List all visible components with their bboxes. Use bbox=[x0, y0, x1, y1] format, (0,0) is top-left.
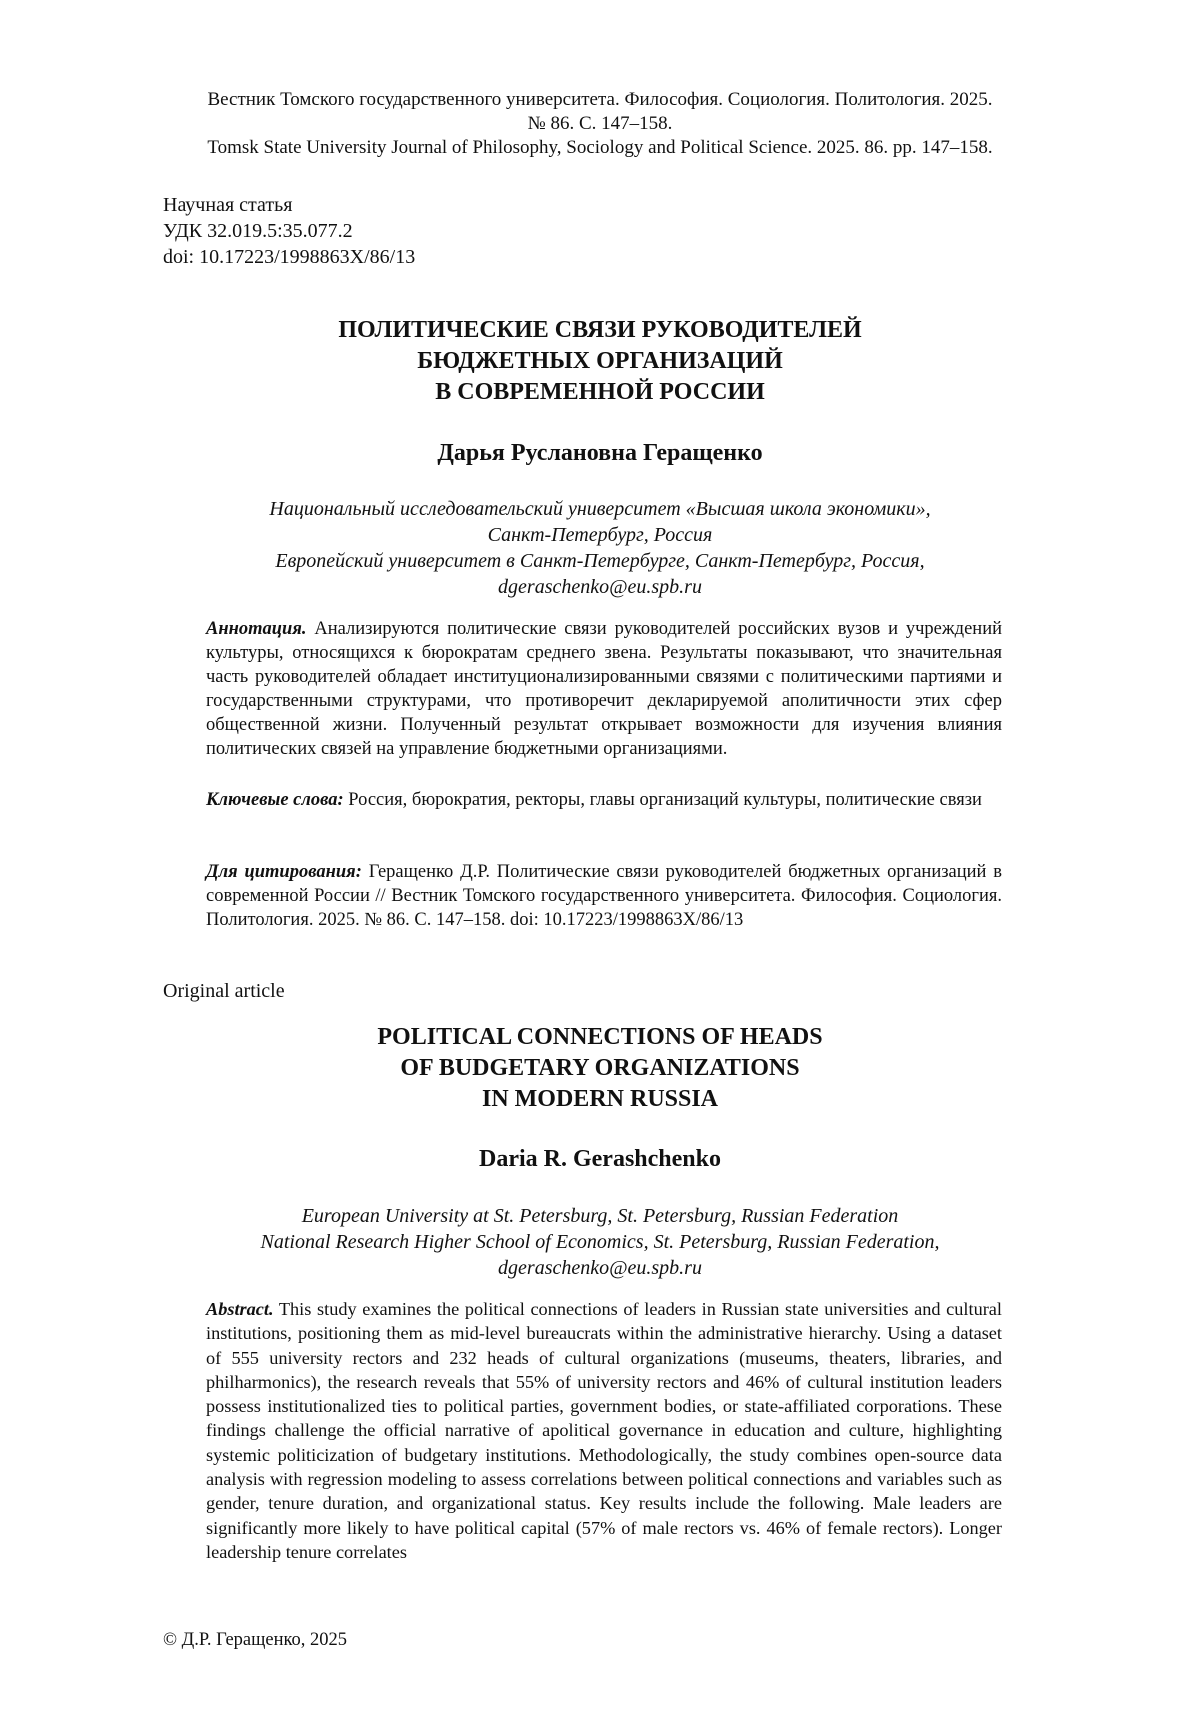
author-en: Daria R. Gerashchenko bbox=[479, 1146, 721, 1172]
title-ru-line-2: БЮДЖЕТНЫХ ОРГАНИЗАЦИЙ bbox=[417, 348, 783, 374]
citation-label: Для цитирования: bbox=[206, 862, 362, 882]
journal-header-line-2: № 86. С. 147–158. bbox=[527, 113, 673, 134]
title-ru-line-3: В СОВРЕМЕННОЙ РОССИИ bbox=[435, 379, 765, 405]
annotation-label: Аннотация. bbox=[206, 619, 307, 639]
affiliation-en bbox=[160, 1203, 1040, 1281]
affiliation-en-line-1: European University at St. Petersburg, St. Petersburg, Russian Federation bbox=[301, 1205, 899, 1227]
article-meta bbox=[163, 192, 415, 270]
article-type-en: Original article bbox=[163, 980, 285, 1002]
copyright: © Д.Р. Геращенко, 2025 bbox=[163, 1630, 348, 1650]
email-en: dgeraschenko@eu.spb.ru bbox=[498, 1257, 702, 1279]
doi: doi: 10.17223/1998863X/86/13 bbox=[163, 246, 416, 268]
journal-header-line-3: Tomsk State University Journal of Philosophy, Sociology and Political Science. 2025. 86. pp. 147–158. bbox=[207, 137, 993, 158]
affiliation-ru-line-2: Санкт-Петербург, Россия bbox=[487, 524, 713, 546]
abstract-text: This study examines the political connections of leaders in Russian state universities and cultural institutions, positioning them as mid-level bureaucrats within the administrative hierarchy. Using a dataset of 555 university rectors and 232 heads of cultural organizations (museums, theaters, libraries, and philharmonics), the research reveals that 55% of university rectors and 46% of cultural institution leaders possess institutionalized ties to political parties, government bodies, or state-affiliated corporations. These findings challenge the official narrative of apolitical governance in education and culture, highlighting systemic politicization of budgetary institutions. Methodologically, the study combines open-source data analysis with regression modeling to assess correlations between political connections and variables such as gender, tenure duration, and organizational status. Key results include the following. Male leaders are significantly more likely to have political capital (57% of male rectors vs. 46% of female rectors). Longer leadership tenure correlates bbox=[206, 1299, 1002, 1562]
keywords-ru bbox=[206, 788, 1002, 812]
title-en-line-2: OF BUDGETARY ORGANIZATIONS bbox=[400, 1055, 800, 1081]
author-ru: Дарья Руслановна Геращенко bbox=[437, 440, 763, 466]
article-type-ru: Научная статья bbox=[163, 194, 293, 216]
title-en-line-3: IN MODERN RUSSIA bbox=[481, 1086, 719, 1112]
title-ru bbox=[200, 315, 1000, 408]
email-ru: dgeraschenko@eu.spb.ru bbox=[498, 576, 702, 598]
journal-header bbox=[130, 88, 1070, 160]
keywords-text: Россия, бюрократия, ректоры, главы организаций культуры, политические связи bbox=[348, 790, 982, 810]
affiliation-en-line-2: National Research Higher School of Economics, St. Petersburg, Russian Federation, bbox=[260, 1231, 940, 1253]
abstract-label: Abstract. bbox=[206, 1299, 274, 1319]
affiliation-ru-line-1: Национальный исследовательский университет «Высшая школа экономики», bbox=[269, 498, 931, 520]
keywords-label: Ключевые слова: bbox=[206, 790, 344, 810]
annotation-text: Анализируются политические связи руководителей российских вузов и учреждений культуры, относящихся к бюрократам среднего звена. Результаты показывают, что значительная часть руководителей обладает институционализированными связями с политическими партиями и государственными структурами, что противоречит декларируемой аполитичности этих сфер общественной жизни. Полученный результат открывает возможности для изучения влияния политических связей на управление бюджетными организациями. bbox=[206, 619, 1002, 759]
journal-header-line-1: Вестник Томского государственного университета. Философия. Социология. Политология. 2025. bbox=[207, 89, 993, 110]
citation-text: Геращенко Д.Р. Политические связи руководителей бюджетных организаций в современной России // Вестник Томского государственного университета. Философия. Социология. Политология. 2025. № 86. С. 147–158. doi: 10.17223/1998863X/86/13 bbox=[206, 862, 1002, 930]
citation-ru bbox=[206, 860, 1002, 932]
abstract-en bbox=[206, 1297, 1002, 1564]
title-en-line-1: POLITICAL CONNECTIONS OF HEADS bbox=[377, 1024, 823, 1050]
udc-code: УДК 32.019.5:35.077.2 bbox=[163, 220, 353, 242]
affiliation-ru bbox=[160, 496, 1040, 600]
annotation-ru bbox=[206, 617, 1002, 761]
affiliation-ru-line-3: Европейский университет в Санкт-Петербурге, Санкт-Петербург, Россия, bbox=[275, 550, 925, 572]
title-en bbox=[200, 1022, 1000, 1115]
title-ru-line-1: ПОЛИТИЧЕСКИЕ СВЯЗИ РУКОВОДИТЕЛЕЙ bbox=[338, 317, 862, 343]
